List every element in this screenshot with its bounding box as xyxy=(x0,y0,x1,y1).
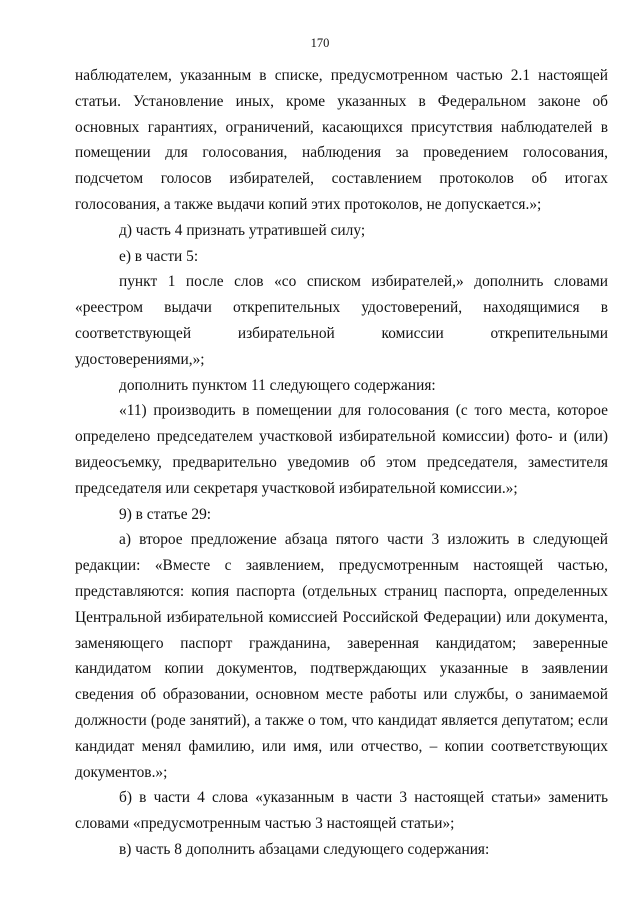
paragraph: а) второе предложение абзаца пятого части 3 изложить в следующей редакции: «Вместе с заявлением, предусмотренным настоящей частью, представляются: копия паспорта (отдельных страниц паспорта, определенных Центральной избирательной комиссией Российской Федерации) или документа, заменяющего паспорт гражданина, заверенная кандидатом; заверенные кандидатом копии документов, подтверждающих указанные в заявлении сведения об образовании, основном месте работы или службы, о занимаемой должности (роде занятий), а также о том, что кандидат является депутатом; если кандидат менял фамилию, или имя, или отчество, – копии соответствующих документов.»; xyxy=(75,531,608,781)
paragraph: в) часть 8 дополнить абзацами следующего содержания: xyxy=(119,840,490,858)
paragraph: дополнить пунктом 11 следующего содержания: xyxy=(119,376,436,394)
paragraph: 9) в статье 29: xyxy=(119,505,212,523)
document-body xyxy=(75,63,608,863)
paragraph: «11) производить в помещении для голосования (с того места, которое определено председателем участковой избирательной комиссии) фото- и (или) видеосъемку, предварительно уведомив об этом председателя, заместителя председателя или секретаря участковой избирательной комиссии.»; xyxy=(75,402,608,497)
paragraph: наблюдателем, указанным в списке, предусмотренном частью 2.1 настоящей статьи. Установление иных, кроме указанных в Федеральном законе об основных гарантиях, ограничений, касающихся присутствия наблюдателей в помещении для голосования, наблюдения за проведением голосования, подсчетом голосов избирателей, составлением протоколов об итогах голосования, а также выдачи копий этих протоколов, не допускается.»; xyxy=(75,67,608,213)
paragraph: д) часть 4 признать утратившей силу; xyxy=(119,221,366,239)
page-number: 170 xyxy=(310,36,330,50)
paragraph: е) в части 5: xyxy=(119,247,199,265)
paragraph: пункт 1 после слов «со списком избирателей,» дополнить словами «реестром выдачи открепительных удостоверений, находящимися в соответствующей избирательной комиссии открепительными удостоверениями,»; xyxy=(75,273,608,368)
paragraph: б) в части 4 слова «указанным в части 3 настоящей статьи» заменить словами «предусмотренным частью 3 настоящей статьи»; xyxy=(75,789,608,833)
